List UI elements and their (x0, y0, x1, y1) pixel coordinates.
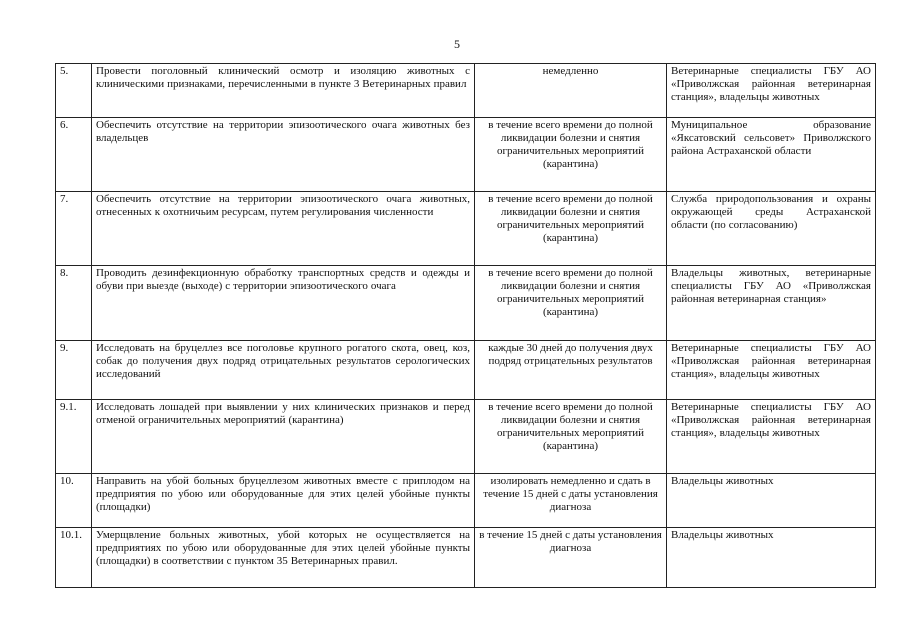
row-number: 9.1. (56, 400, 92, 474)
table-row (56, 266, 876, 341)
page-number: 5 (454, 37, 460, 51)
table-row (56, 192, 876, 266)
responsible-text: Муниципальное образование «Яксатовский сельсовет» Приволжского района Астраханской области (667, 118, 876, 192)
measure-text: Обеспечить отсутствие на территории эпизоотического очага животных, отнесенных к охотничьим ресурсам, путем регулирования численности (92, 192, 475, 266)
responsible-text: Ветеринарные специалисты ГБУ АО «Приволжская районная ветеринарная станция», владельцы животных (667, 341, 876, 400)
deadline-text: в течение всего времени до полной ликвидации болезни и снятия ограничительных мероприятий (карантина) (475, 266, 667, 341)
responsible-text: Владельцы животных, ветеринарные специалисты ГБУ АО «Приволжская районная ветеринарная станция» (667, 266, 876, 341)
measures-table (55, 63, 876, 588)
table-row (56, 400, 876, 474)
row-number: 7. (56, 192, 92, 266)
measure-text: Умерщвление больных животных, убой которых не осуществляется на предприятиях по убою или оборудованные для этих целей убойные пункты (площадки) в соответствии с пунктом 35 Ветеринарных правил. (92, 528, 475, 588)
responsible-text: Служба природопользования и охраны окружающей среды Астраханской области (по согласованию) (667, 192, 876, 266)
deadline-text: в течение 15 дней с даты установления диагноза (475, 528, 667, 588)
deadline-text: в течение всего времени до полной ликвидации болезни и снятия ограничительных мероприятий (карантина) (475, 192, 667, 266)
table-row (56, 118, 876, 192)
deadline-text: изолировать немедленно и сдать в течение 15 дней с даты установления диагноза (475, 474, 667, 528)
measure-text: Провести поголовный клинический осмотр и изоляцию животных с клиническими признаками, перечисленными в пункте 3 Ветеринарных правил (92, 64, 475, 118)
row-number: 10.1. (56, 528, 92, 588)
responsible-text: Ветеринарные специалисты ГБУ АО «Приволжская районная ветеринарная станция», владельцы животных (667, 400, 876, 474)
deadline-text: каждые 30 дней до получения двух подряд отрицательных результатов (475, 341, 667, 400)
measure-text: Исследовать на бруцеллез все поголовье крупного рогатого скота, овец, коз, собак до получения двух подряд отрицательных результатов серологических исследований (92, 341, 475, 400)
table-row (56, 64, 876, 118)
responsible-text: Ветеринарные специалисты ГБУ АО «Приволжская районная ветеринарная станция», владельцы животных (667, 64, 876, 118)
deadline-text: немедленно (475, 64, 667, 118)
row-number: 10. (56, 474, 92, 528)
row-number: 9. (56, 341, 92, 400)
row-number: 6. (56, 118, 92, 192)
measure-text: Направить на убой больных бруцеллезом животных вместе с приплодом на предприятия по убою или оборудованные для этих целей убойные пункты (площадки) (92, 474, 475, 528)
row-number: 8. (56, 266, 92, 341)
measure-text: Обеспечить отсутствие на территории эпизоотического очага животных без владельцев (92, 118, 475, 192)
responsible-text: Владельцы животных (667, 528, 876, 588)
table-row (56, 474, 876, 528)
table-row (56, 341, 876, 400)
row-number: 5. (56, 64, 92, 118)
deadline-text: в течение всего времени до полной ликвидации болезни и снятия ограничительных мероприятий (карантина) (475, 400, 667, 474)
table-row (56, 528, 876, 588)
measure-text: Проводить дезинфекционную обработку транспортных средств и одежды и обуви при выезде (выходе) с территории эпизоотического очага (92, 266, 475, 341)
deadline-text: в течение всего времени до полной ликвидации болезни и снятия ограничительных мероприятий (карантина) (475, 118, 667, 192)
measure-text: Исследовать лошадей при выявлении у них клинических признаков и перед отменой ограничительных мероприятий (карантина) (92, 400, 475, 474)
responsible-text: Владельцы животных (667, 474, 876, 528)
